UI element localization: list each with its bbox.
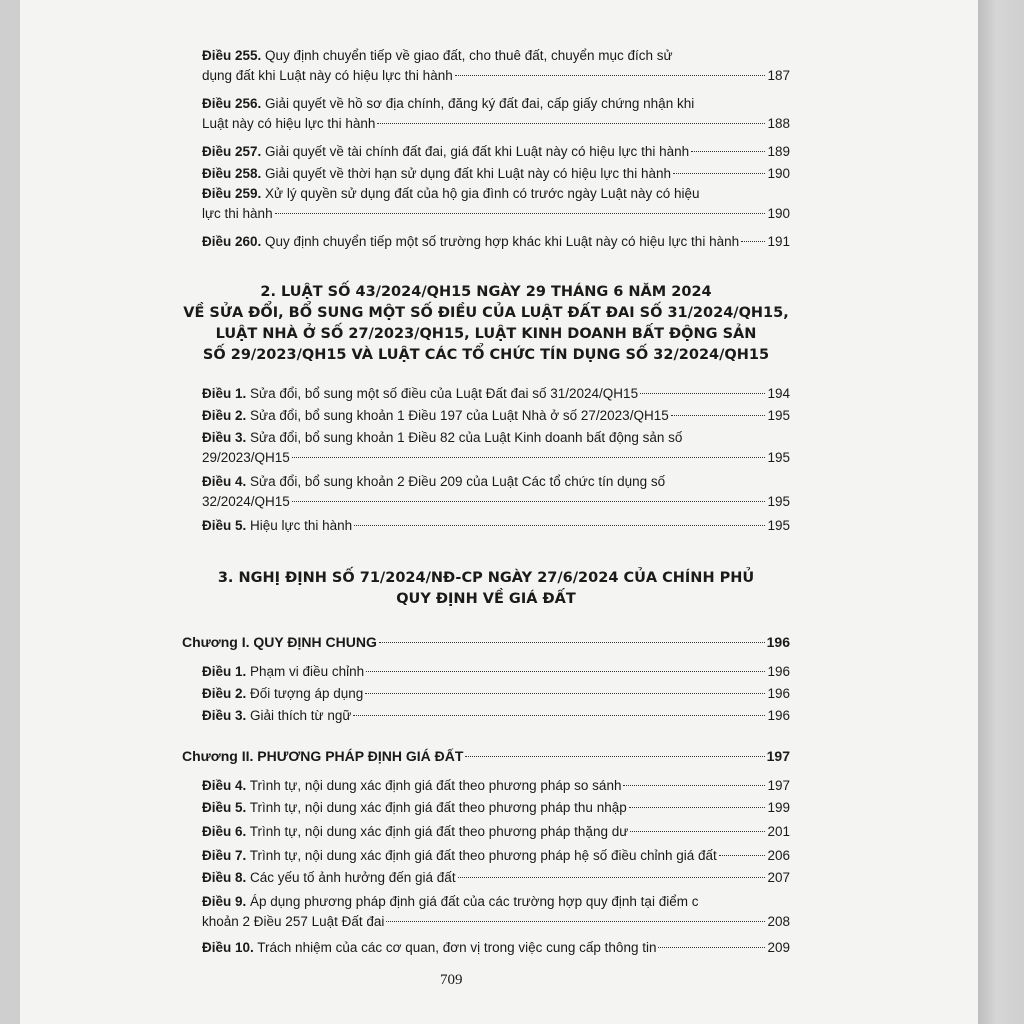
toc-entry: Điều 258. Giải quyết về thời hạn sử dụng đất khi Luật này có hiệu lực thi hành 190: [202, 166, 790, 181]
toc-entry: Điều 6. Trình tự, nội dung xác định giá đất theo phương pháp thặng dư 201: [202, 824, 790, 839]
toc-entry: Điều 257. Giải quyết về tài chính đất đai, giá đất khi Luật này có hiệu lực thi hành 189: [202, 144, 790, 159]
toc-entry: Điều 9. Áp dụng phương pháp định giá đất của các trường hợp quy định tại điểm c khoản 2 Điều 257 Luật Đất đai 208: [202, 894, 790, 929]
toc-entry: Điều 5. Trình tự, nội dung xác định giá đất theo phương pháp thu nhập 199: [202, 800, 790, 815]
toc-entry: Điều 256. Giải quyết về hồ sơ địa chính, đăng ký đất đai, cấp giấy chứng nhận khi Luật này có hiệu lực thi hành 188: [202, 96, 790, 131]
toc-entry: Điều 4. Trình tự, nội dung xác định giá đất theo phương pháp so sánh 197: [202, 778, 790, 793]
toc-entry: Điều 1. Sửa đổi, bổ sung một số điều của Luật Đất đai số 31/2024/QH15 194: [202, 386, 790, 401]
toc-entry: Điều 2. Sửa đổi, bổ sung khoản 1 Điều 197 của Luật Nhà ở số 27/2023/QH15 195: [202, 408, 790, 423]
toc-entry: Điều 4. Sửa đổi, bổ sung khoản 2 Điều 209 của Luật Các tổ chức tín dụng số 32/2024/QH15 195: [202, 474, 790, 509]
toc-entry: Điều 10. Trách nhiệm của các cơ quan, đơn vị trong việc cung cấp thông tin 209: [202, 940, 790, 955]
toc-entry: Điều 3. Sửa đổi, bổ sung khoản 1 Điều 82 của Luật Kinh doanh bất động sản số 29/2023/QH15 195: [202, 430, 790, 465]
toc-entry: Điều 1. Phạm vi điều chỉnh 196: [202, 664, 790, 679]
section-heading: 2. LUẬT SỐ 43/2024/QH15 NGÀY 29 THÁNG 6 NĂM 2024 VỀ SỬA ĐỔI, BỔ SUNG MỘT SỐ ĐIỀU CỦA LUẬT ĐẤT ĐAI SỐ 31/2024/QH15, LUẬT NHÀ Ở SỐ 27/2023/QH15, LUẬT KINH DOANH BẤT ĐỘNG SẢN SỐ 29/2023/QH15 VÀ LUẬT CÁC TỔ CHỨC TÍN DỤNG SỐ 32/2024/QH15: [183, 284, 789, 363]
toc-entry: Điều 3. Giải thích từ ngữ 196: [202, 708, 790, 723]
toc-entry: Điều 7. Trình tự, nội dung xác định giá đất theo phương pháp hệ số điều chỉnh giá đất 206: [202, 848, 790, 863]
toc-chapter: Chương I. QUY ĐỊNH CHUNG 196: [182, 634, 790, 650]
toc-entry: Điều 5. Hiệu lực thi hành 195: [202, 518, 790, 533]
book-page-edge: [978, 0, 1024, 1024]
section-heading: 3. NGHỊ ĐỊNH SỐ 71/2024/NĐ-CP NGÀY 27/6/2024 CỦA CHÍNH PHỦ QUY ĐỊNH VỀ GIÁ ĐẤT: [217, 570, 755, 607]
toc-entry: Điều 2. Đối tượng áp dụng 196: [202, 686, 790, 701]
toc-entry: Điều 260. Quy định chuyển tiếp một số trường hợp khác khi Luật này có hiệu lực thi hành 191: [202, 234, 790, 249]
toc-entry: Điều 259. Xử lý quyền sử dụng đất của hộ gia đình có trước ngày Luật này có hiệu lực thi hành 190: [202, 186, 790, 221]
page-number: 709: [440, 972, 463, 988]
toc-entry: Điều 255. Quy định chuyển tiếp về giao đất, cho thuê đất, chuyển mục đích sử dụng đất khi Luật này có hiệu lực thi hành 187: [202, 48, 790, 83]
toc-entry: Điều 8. Các yếu tố ảnh hưởng đến giá đất 207: [202, 870, 790, 885]
toc-chapter: Chương II. PHƯƠNG PHÁP ĐỊNH GIÁ ĐẤT 197: [182, 748, 790, 764]
